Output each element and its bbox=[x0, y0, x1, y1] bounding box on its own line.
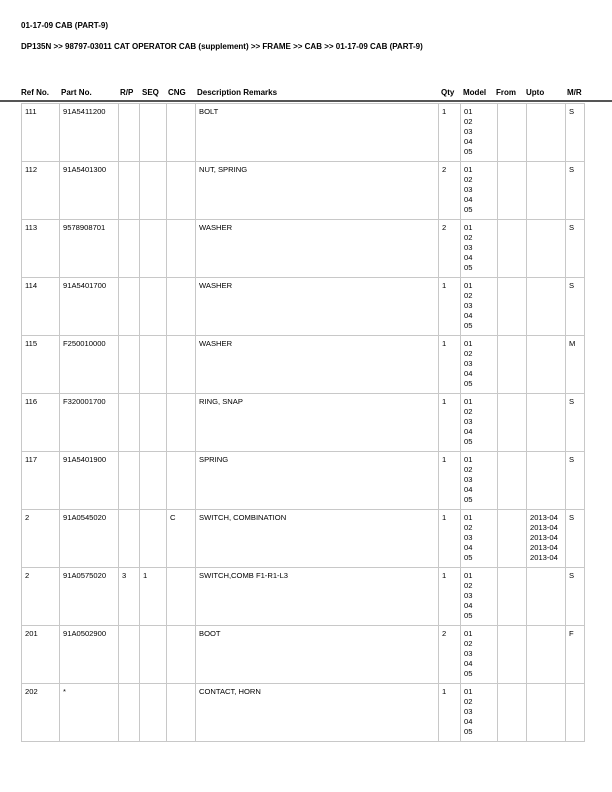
cell-mr: S bbox=[566, 510, 585, 568]
table-row bbox=[22, 220, 585, 278]
models-value: 03 bbox=[464, 185, 473, 194]
models-value: 05 bbox=[464, 321, 473, 330]
header-rp: R/P bbox=[120, 88, 134, 97]
cell-qty: 1 bbox=[439, 568, 461, 626]
models-value: 02 bbox=[464, 407, 473, 416]
cell-from bbox=[498, 510, 527, 568]
models-value: 02 bbox=[464, 175, 473, 184]
models-value: 01 bbox=[464, 513, 473, 522]
models-value: 05 bbox=[464, 727, 473, 736]
models-value: 05 bbox=[464, 495, 473, 504]
cell-upto bbox=[527, 104, 566, 162]
cell-cng bbox=[167, 394, 196, 452]
cell-upto bbox=[527, 626, 566, 684]
cell-qty: 1 bbox=[439, 510, 461, 568]
models-value: 04 bbox=[464, 137, 473, 146]
cell-from bbox=[498, 568, 527, 626]
cell-seq bbox=[140, 626, 167, 684]
cell-models bbox=[461, 220, 498, 278]
header-desc: Description Remarks bbox=[197, 88, 278, 97]
cell-desc: SPRING bbox=[196, 452, 439, 510]
cell-rp bbox=[119, 220, 140, 278]
cell-seq: 1 bbox=[140, 568, 167, 626]
cell-seq bbox=[140, 278, 167, 336]
cell-from bbox=[498, 220, 527, 278]
cell-ref: 116 bbox=[22, 394, 60, 452]
cell-models bbox=[461, 336, 498, 394]
models-value: 03 bbox=[464, 649, 473, 658]
models-value: 05 bbox=[464, 553, 473, 562]
upto-value: 2013-04 bbox=[530, 553, 558, 562]
models-value: 04 bbox=[464, 543, 473, 552]
cell-ref: 114 bbox=[22, 278, 60, 336]
cell-ref: 113 bbox=[22, 220, 60, 278]
cell-part: 91A0502900 bbox=[60, 626, 119, 684]
cell-part: 91A5401700 bbox=[60, 278, 119, 336]
cell-desc: SWITCH,COMB F1-R1-L3 bbox=[196, 568, 439, 626]
cell-models bbox=[461, 452, 498, 510]
cell-qty: 1 bbox=[439, 278, 461, 336]
cell-from bbox=[498, 336, 527, 394]
table-row bbox=[22, 510, 585, 568]
cell-from bbox=[498, 452, 527, 510]
cell-desc: NUT, SPRING bbox=[196, 162, 439, 220]
cell-qty: 2 bbox=[439, 220, 461, 278]
table-row bbox=[22, 394, 585, 452]
cell-part: * bbox=[60, 684, 119, 742]
models-value: 05 bbox=[464, 611, 473, 620]
cell-upto bbox=[527, 394, 566, 452]
cell-cng bbox=[167, 452, 196, 510]
cell-part: 91A0545020 bbox=[60, 510, 119, 568]
cell-rp bbox=[119, 336, 140, 394]
header-upto: Upto bbox=[526, 88, 545, 97]
cell-ref: 2 bbox=[22, 568, 60, 626]
table-header bbox=[0, 88, 612, 100]
header-ref: Ref No. bbox=[21, 88, 49, 97]
cell-upto bbox=[527, 510, 566, 568]
models-value: 05 bbox=[464, 379, 473, 388]
table-row bbox=[22, 336, 585, 394]
models-value: 01 bbox=[464, 629, 473, 638]
cell-rp bbox=[119, 510, 140, 568]
cell-from bbox=[498, 626, 527, 684]
table-row bbox=[22, 568, 585, 626]
models-value: 05 bbox=[464, 263, 473, 272]
table-row bbox=[22, 278, 585, 336]
cell-models bbox=[461, 626, 498, 684]
header-model: Model bbox=[463, 88, 487, 97]
cell-models bbox=[461, 684, 498, 742]
cell-mr bbox=[566, 684, 585, 742]
cell-rp bbox=[119, 104, 140, 162]
cell-upto bbox=[527, 162, 566, 220]
cell-rp bbox=[119, 626, 140, 684]
cell-seq bbox=[140, 452, 167, 510]
cell-rp bbox=[119, 684, 140, 742]
models-value: 01 bbox=[464, 455, 473, 464]
cell-ref: 111 bbox=[22, 104, 60, 162]
cell-desc: RING, SNAP bbox=[196, 394, 439, 452]
cell-models bbox=[461, 104, 498, 162]
models-value: 02 bbox=[464, 523, 473, 532]
cell-models bbox=[461, 278, 498, 336]
models-value: 04 bbox=[464, 195, 473, 204]
cell-desc: BOLT bbox=[196, 104, 439, 162]
parts-table bbox=[21, 103, 585, 742]
cell-mr: S bbox=[566, 162, 585, 220]
models-value: 01 bbox=[464, 687, 473, 696]
cell-part: 91A5411200 bbox=[60, 104, 119, 162]
models-value: 04 bbox=[464, 717, 473, 726]
models-value: 01 bbox=[464, 281, 473, 290]
cell-ref: 112 bbox=[22, 162, 60, 220]
models-value: 03 bbox=[464, 417, 473, 426]
table-row bbox=[22, 162, 585, 220]
models-value: 02 bbox=[464, 581, 473, 590]
models-value: 03 bbox=[464, 301, 473, 310]
cell-desc: WASHER bbox=[196, 278, 439, 336]
cell-seq bbox=[140, 104, 167, 162]
cell-from bbox=[498, 104, 527, 162]
cell-from bbox=[498, 162, 527, 220]
header-qty: Qty bbox=[441, 88, 455, 97]
cell-ref: 115 bbox=[22, 336, 60, 394]
cell-cng bbox=[167, 220, 196, 278]
cell-cng bbox=[167, 104, 196, 162]
cell-qty: 1 bbox=[439, 452, 461, 510]
models-value: 03 bbox=[464, 591, 473, 600]
cell-cng bbox=[167, 626, 196, 684]
cell-upto bbox=[527, 452, 566, 510]
cell-models bbox=[461, 394, 498, 452]
models-value: 01 bbox=[464, 571, 473, 580]
cell-models bbox=[461, 162, 498, 220]
models-value: 01 bbox=[464, 107, 473, 116]
cell-models bbox=[461, 568, 498, 626]
models-value: 04 bbox=[464, 369, 473, 378]
cell-ref: 201 bbox=[22, 626, 60, 684]
cell-from bbox=[498, 684, 527, 742]
cell-cng bbox=[167, 278, 196, 336]
models-value: 04 bbox=[464, 427, 473, 436]
cell-rp bbox=[119, 452, 140, 510]
cell-mr: S bbox=[566, 452, 585, 510]
models-value: 01 bbox=[464, 223, 473, 232]
cell-mr: S bbox=[566, 278, 585, 336]
cell-part: F320001700 bbox=[60, 394, 119, 452]
cell-ref: 202 bbox=[22, 684, 60, 742]
header-mr: M/R bbox=[567, 88, 582, 97]
cell-part: 9578908701 bbox=[60, 220, 119, 278]
upto-value: 2013-04 bbox=[530, 543, 558, 552]
models-value: 03 bbox=[464, 127, 473, 136]
cell-upto bbox=[527, 684, 566, 742]
cell-cng bbox=[167, 684, 196, 742]
models-value: 01 bbox=[464, 339, 473, 348]
cell-seq bbox=[140, 336, 167, 394]
models-value: 03 bbox=[464, 707, 473, 716]
cell-qty: 1 bbox=[439, 684, 461, 742]
cell-desc: BOOT bbox=[196, 626, 439, 684]
cell-from bbox=[498, 394, 527, 452]
models-value: 03 bbox=[464, 359, 473, 368]
cell-seq bbox=[140, 220, 167, 278]
cell-upto bbox=[527, 568, 566, 626]
cell-desc: WASHER bbox=[196, 336, 439, 394]
cell-upto bbox=[527, 336, 566, 394]
cell-qty: 2 bbox=[439, 626, 461, 684]
cell-part: 91A5401900 bbox=[60, 452, 119, 510]
cell-cng bbox=[167, 336, 196, 394]
models-value: 02 bbox=[464, 697, 473, 706]
header-seq: SEQ bbox=[142, 88, 159, 97]
models-value: 02 bbox=[464, 117, 473, 126]
models-value: 05 bbox=[464, 147, 473, 156]
header-cng: CNG bbox=[168, 88, 186, 97]
table-row bbox=[22, 104, 585, 162]
models-value: 05 bbox=[464, 437, 473, 446]
table-row bbox=[22, 626, 585, 684]
cell-desc: CONTACT, HORN bbox=[196, 684, 439, 742]
cell-part: 91A0575020 bbox=[60, 568, 119, 626]
models-value: 02 bbox=[464, 291, 473, 300]
cell-qty: 2 bbox=[439, 162, 461, 220]
models-value: 04 bbox=[464, 659, 473, 668]
cell-rp bbox=[119, 162, 140, 220]
upto-value: 2013-04 bbox=[530, 533, 558, 542]
cell-seq bbox=[140, 684, 167, 742]
upto-value: 2013-04 bbox=[530, 523, 558, 532]
table-row bbox=[22, 452, 585, 510]
cell-upto bbox=[527, 220, 566, 278]
cell-seq bbox=[140, 394, 167, 452]
cell-mr: S bbox=[566, 394, 585, 452]
models-value: 03 bbox=[464, 533, 473, 542]
cell-part: F250010000 bbox=[60, 336, 119, 394]
cell-upto bbox=[527, 278, 566, 336]
models-value: 02 bbox=[464, 465, 473, 474]
header-from: From bbox=[496, 88, 516, 97]
cell-qty: 1 bbox=[439, 336, 461, 394]
cell-desc: WASHER bbox=[196, 220, 439, 278]
cell-from bbox=[498, 278, 527, 336]
header-part: Part No. bbox=[61, 88, 92, 97]
cell-cng bbox=[167, 568, 196, 626]
models-value: 04 bbox=[464, 601, 473, 610]
cell-rp: 3 bbox=[119, 568, 140, 626]
cell-part: 91A5401300 bbox=[60, 162, 119, 220]
cell-qty: 1 bbox=[439, 394, 461, 452]
models-value: 04 bbox=[464, 311, 473, 320]
cell-cng bbox=[167, 162, 196, 220]
page-title: 01-17-09 CAB (PART-9) bbox=[21, 21, 108, 30]
cell-seq bbox=[140, 510, 167, 568]
models-value: 03 bbox=[464, 243, 473, 252]
cell-mr: S bbox=[566, 220, 585, 278]
cell-desc: SWITCH, COMBINATION bbox=[196, 510, 439, 568]
cell-rp bbox=[119, 394, 140, 452]
upto-value: 2013-04 bbox=[530, 513, 558, 522]
breadcrumb: DP135N >> 98797-03011 CAT OPERATOR CAB (supplement) >> FRAME >> CAB >> 01-17-09 CAB (PART-9) bbox=[21, 42, 423, 51]
cell-qty: 1 bbox=[439, 104, 461, 162]
cell-models bbox=[461, 510, 498, 568]
cell-mr: M bbox=[566, 336, 585, 394]
cell-cng: C bbox=[167, 510, 196, 568]
cell-rp bbox=[119, 278, 140, 336]
header-divider bbox=[0, 100, 612, 102]
models-value: 02 bbox=[464, 349, 473, 358]
cell-mr: S bbox=[566, 104, 585, 162]
table-row bbox=[22, 684, 585, 742]
models-value: 05 bbox=[464, 205, 473, 214]
models-value: 04 bbox=[464, 485, 473, 494]
cell-mr: S bbox=[566, 568, 585, 626]
cell-seq bbox=[140, 162, 167, 220]
models-value: 02 bbox=[464, 639, 473, 648]
models-value: 04 bbox=[464, 253, 473, 262]
models-value: 02 bbox=[464, 233, 473, 242]
models-value: 03 bbox=[464, 475, 473, 484]
cell-ref: 2 bbox=[22, 510, 60, 568]
models-value: 01 bbox=[464, 165, 473, 174]
cell-ref: 117 bbox=[22, 452, 60, 510]
models-value: 01 bbox=[464, 397, 473, 406]
models-value: 05 bbox=[464, 669, 473, 678]
cell-mr: F bbox=[566, 626, 585, 684]
